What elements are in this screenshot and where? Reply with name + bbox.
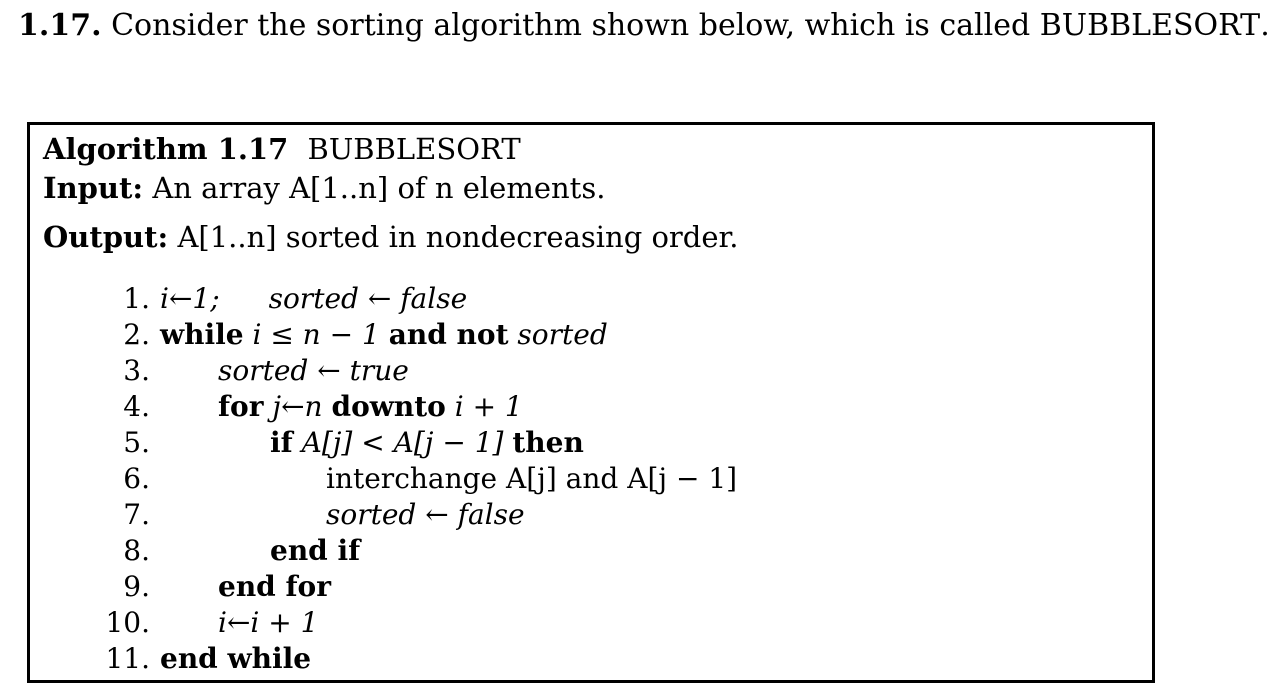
code-line-text: end if	[270, 534, 361, 567]
code-line-text	[270, 425, 584, 461]
problem-number: 1.17.	[18, 8, 102, 43]
algorithm-label: Algorithm 1.17	[43, 132, 289, 166]
code-line-text: sorted ← false	[326, 498, 525, 531]
code-line-text: sorted ← true	[218, 354, 409, 387]
line-number: 4.	[123, 390, 150, 423]
code-fragment: sorted ← false	[268, 282, 468, 315]
keyword: downto	[331, 390, 446, 423]
line-number: 6.	[123, 462, 150, 495]
line-number: 10.	[105, 606, 150, 639]
code-line-text	[160, 317, 608, 353]
line-number: 2.	[123, 318, 150, 351]
code-line-text: end for	[218, 570, 331, 603]
code-line-text	[160, 281, 467, 317]
algorithm-box	[27, 122, 1155, 683]
algorithm-title	[43, 131, 521, 167]
problem-algorithm-name: BUBBLESORT	[1039, 8, 1261, 43]
output-label: Output:	[43, 220, 169, 254]
keyword: and not	[388, 318, 509, 351]
code-fragment: i←1;	[160, 282, 220, 315]
problem-period: .	[1260, 8, 1270, 43]
problem-statement	[18, 6, 1270, 46]
line-number: 3.	[123, 354, 150, 387]
code-fragment: A[j] < A[j − 1]	[301, 426, 504, 459]
algorithm-name: BUBBLESORT	[307, 132, 521, 166]
code-line-text: i←i + 1	[218, 606, 319, 639]
problem-text: Consider the sorting algorithm shown below, which is called	[111, 8, 1031, 43]
line-number: 8.	[123, 534, 150, 567]
input-text: An array A[1..n] of n elements.	[152, 171, 606, 205]
algorithm-output	[43, 219, 738, 255]
line-number: 7.	[123, 498, 150, 531]
line-number: 1.	[123, 282, 150, 315]
input-label: Input:	[43, 171, 144, 205]
line-number: 11.	[105, 642, 150, 675]
keyword: if	[270, 426, 293, 459]
keyword: while	[160, 318, 244, 351]
keyword: then	[512, 426, 584, 459]
algorithm-input	[43, 170, 605, 206]
code-fragment: sorted	[517, 318, 608, 351]
line-number: 5.	[123, 426, 150, 459]
keyword: for	[218, 390, 264, 423]
code-fragment: i ≤ n − 1	[252, 318, 380, 351]
code-fragment: j←n	[272, 390, 323, 423]
code-line-text	[218, 389, 523, 425]
line-number: 9.	[123, 570, 150, 603]
output-text: A[1..n] sorted in nondecreasing order.	[177, 220, 739, 254]
code-line-text: end while	[160, 642, 312, 675]
code-fragment: i + 1	[454, 390, 523, 423]
code-line-text: interchange A[j] and A[j − 1]	[326, 462, 738, 495]
